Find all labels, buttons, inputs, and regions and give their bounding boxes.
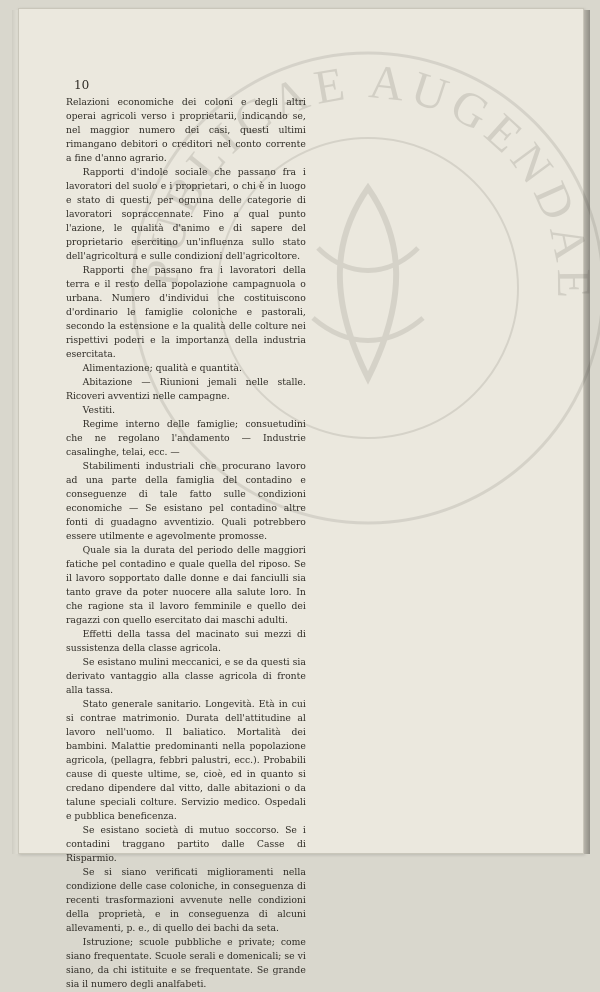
body-text [66, 96, 306, 992]
paragraph: Regime interno delle famiglie; consuetudini che ne regolano l'andamento — Industrie casalinghe, telai, ecc. — [66, 419, 306, 458]
paragraph: Stato generale sanitario. Longevità. Età in cui si contrae matrimonio. Durata dell'attitudine al lavoro nell'uomo. Il baliatico. Mortalità dei bambini. Malattie predominanti nella popolazione agricola, (pellagra, febbri palustri, ecc.). Probabili cause di queste ultime, se, cioè, ed in quanto si credano dipendere dal vitto, dalle abitazioni o da talune speciali colture. Servizio medico. Ospedali e pubblica beneficenza. [66, 699, 306, 822]
paragraph: Se esistano società di mutuo soccorso. Se i contadini traggano partito dalle Casse di Risparmio. [66, 825, 306, 864]
paragraph: Alimentazione; qualità e quantità. [82, 363, 242, 374]
paragraph: Se si siano verificati miglioramenti nella condizione delle case coloniche, in conseguenza di recenti trasformazioni avvenute nelle condizioni della proprietà, e in conseguenza di alcuni allevamenti, p. e., di quello dei bachi da seta. [66, 867, 306, 934]
paragraph: Relazioni economiche dei coloni e degli altri operai agricoli verso i proprietarii, indicando se, nel maggior numero dei casi, questi ultimi rimangano debitori o creditori nel conto corrente a fine d'anno agrario. [66, 97, 306, 164]
paragraph: Abitazione — Riunioni jemali nelle stalle. Ricoveri avventizi nelle campagne. [66, 377, 306, 402]
page-right-edge [584, 10, 590, 854]
paragraph: Quale sia la durata del periodo delle maggiori fatiche pel contadino e quale quella del riposo. Se il lavoro sopportato dalle donne e dai fanciulli sia tanto grave da poter nuocere alla salute loro. In che ragione sta il lavoro femminile e quello dei ragazzi con quello esercitato dai maschi adulti. [66, 545, 306, 626]
paragraph: Effetti della tassa del macinato sui mezzi di sussistenza della classe agricola. [66, 629, 306, 654]
paragraph: Se esistano mulini meccanici, e se da questi sia derivato vantaggio alla classe agricola di fronte alla tassa. [66, 657, 306, 696]
page-number: 10 [74, 78, 90, 92]
paragraph: Rapporti d'indole sociale che passano fra i lavoratori del suolo e i proprietari, o chi è in luogo e stato di questi, per ognuna delle categorie di lavoratori sopraccennate. Fino a qual punto l'azione, le qualità d'animo e di sapere del proprietario esercitino un'influenza sullo stato dell'agricoltura e sulle condizioni dell'agricoltore. [66, 167, 306, 262]
paragraph: Stabilimenti industriali che procurano lavoro ad una parte della famiglia del contadino e conseguenze di tale fatto sulle condizioni economiche — Se esistano pel contadino altre fonti di guadagno avventizio. Quali potrebbero essere utilmente e agevolmente promosse. [66, 461, 306, 542]
paragraph: Istruzione; scuole pubbliche e private; come siano frequentate. Scuole serali e domenicali; se vi siano, da chi istituite e se frequentate. Se grande sia il numero degli analfabeti. [66, 937, 306, 990]
paragraph: Rapporti che passano fra i lavoratori della terra e il resto della popolazione campagnuola o urbana. Numero d'individui che costituiscono d'ordinario le famiglie coloniche e pastorali, secondo la estensione e la qualità delle colture nei rispettivi poderi e la importanza della industria esercitata. [66, 265, 306, 360]
paragraph: Vestiti. [82, 405, 116, 416]
